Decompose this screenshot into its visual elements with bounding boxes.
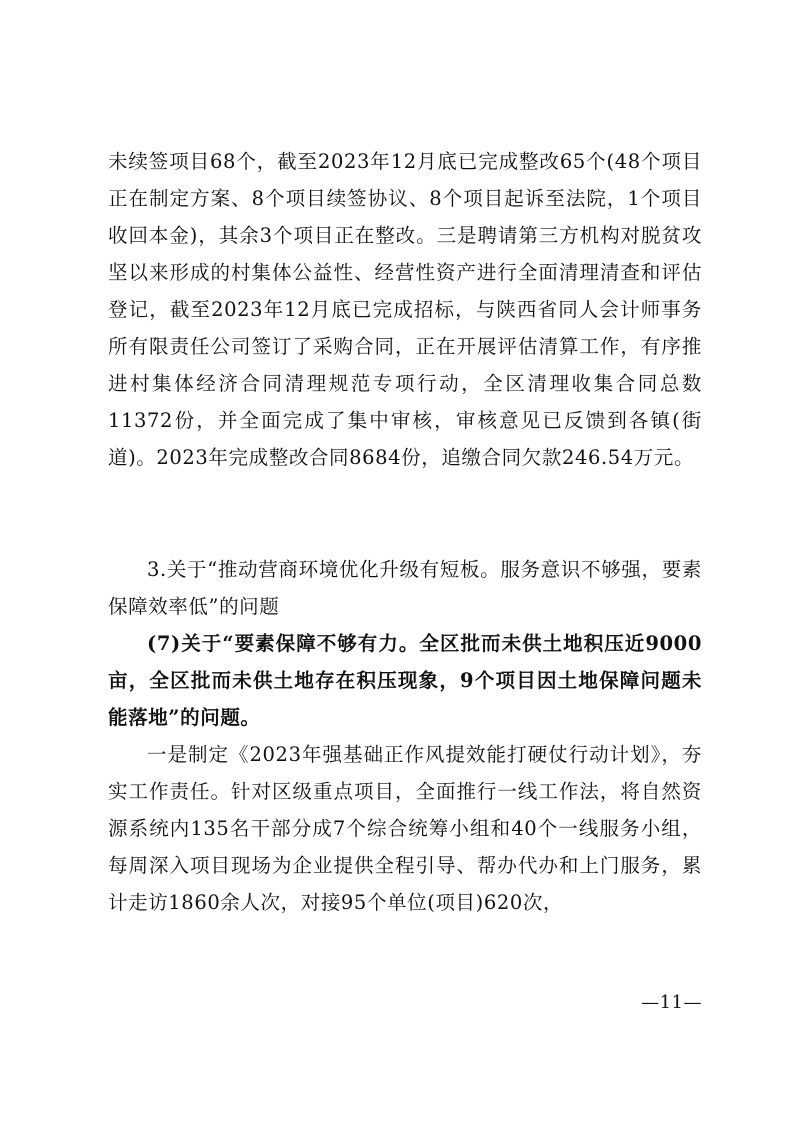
section-heading-business-environment: 3.关于“推动营商环境优化升级有短板。服务意识不够强，要素保障效率低”的问题: [108, 558, 702, 618]
page-number: —11—: [641, 992, 702, 1013]
body-paragraph-rectification-progress: 未续签项目68个，截至2023年12月底已完成整改65个(48个项目正在制定方案、8个项目续签协议、8个项目起诉至法院，1个项目收回本金)，其余3个项目正在整改。三是聘请第三方机构对脱贫攻坚以来形成的村集体公益性、经营性资产进行全面清理清查和评估登记，截至2023年12月底已完成招标，与陕西省同人会计师事务所有限责任公司签订了采购合同，正在开展评估清算工作，有序推进村集体经济合同清理规范专项行动，全区清理收集合同总数11372份，并全面完成了集中审核，审核意见已反馈到各镇(街道)。2023年完成整改合同8684份，追缴合同欠款246.54万元。: [108, 150, 702, 469]
body-paragraph-action-plan: 一是制定《2023年强基础正作风提效能打硬仗行动计划》，夯实工作责任。针对区级重点项目，全面推行一线工作法，将自然资源系统内135名干部分成7个综合统筹小组和40个一线服务小组，每周深入项目现场为企业提供全程引导、帮办代办和上门服务，累计走访1860余人次，对接95个单位(项目)620次，: [108, 743, 702, 914]
subsection-heading-land-guarantee: (7)关于“要素保障不够有力。全区批而未供土地积压近9000亩，全区批而未供土地存在积压现象，9个项目因土地保障问题未能落地”的问题。: [108, 632, 702, 729]
